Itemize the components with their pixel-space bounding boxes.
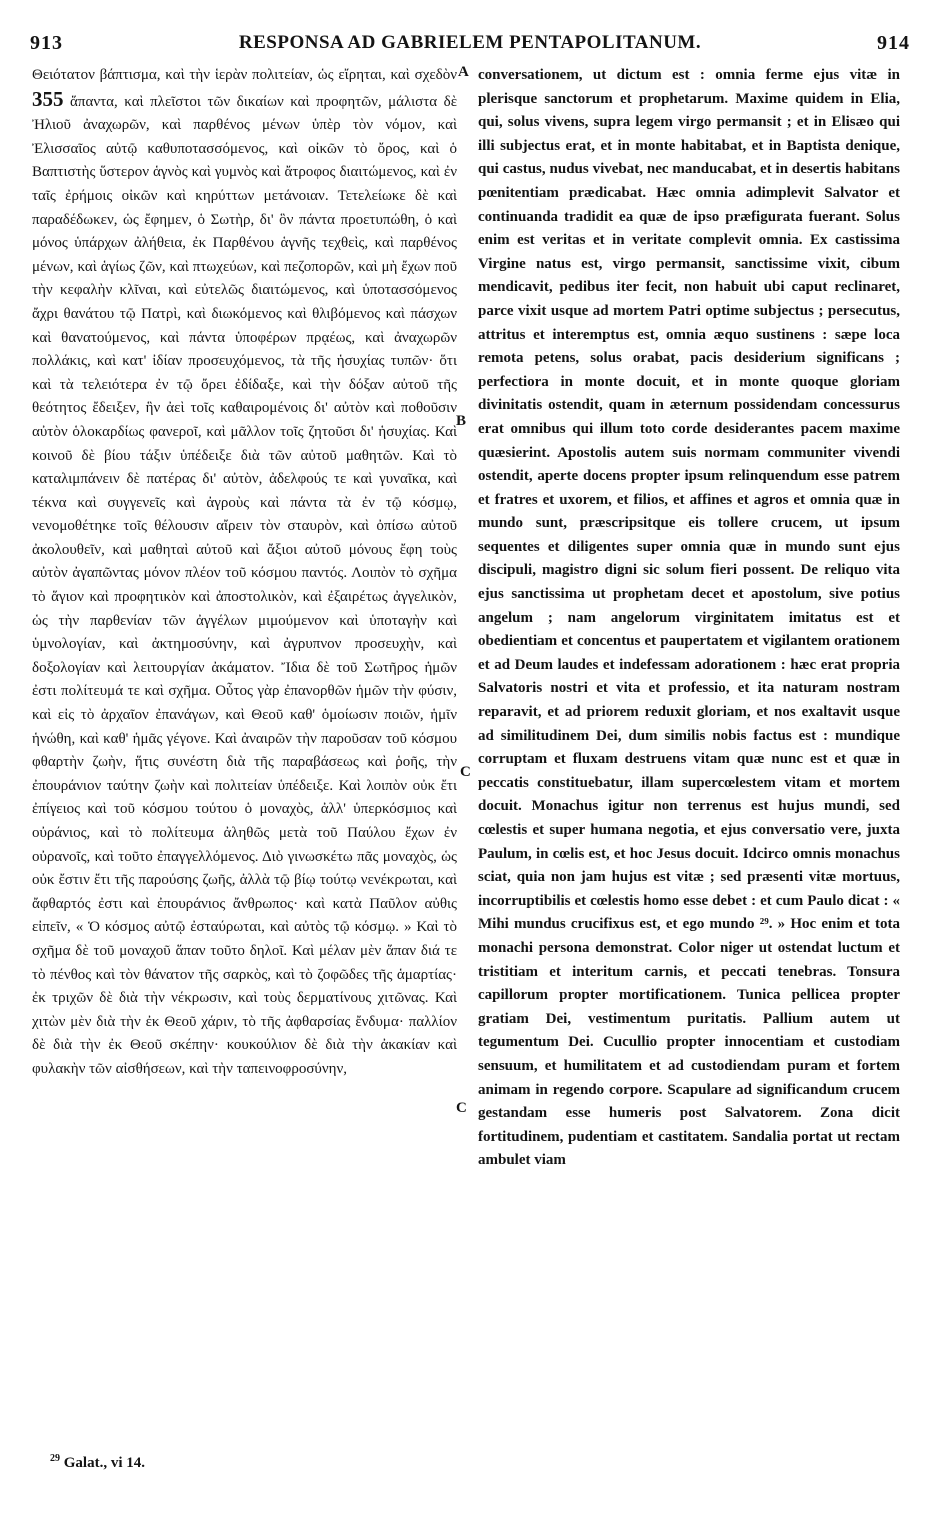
margin-letter-c-second: C [456,1100,467,1116]
column-number-right: 914 [877,32,910,54]
column-number-left: 913 [30,32,63,54]
greek-text-rest: ἅπαντα, καὶ πλεῖστοι τῶν δικαίων καὶ προφητῶν, μάλιστα δὲ Ἠλιοῦ ἀναχωρῶν, καὶ παρθένος μένων ὑπὲρ τὸν νόμον, καὶ Ἐλισσαῖος αὐτῷ καθυποτασσόμενος, καὶ οἰκῶν τὸ ὄρος, καὶ ὁ Βαπτιστὴς ὕστερον ἁγνὸς καὶ γυμνὸς καὶ ἄτροφος διαιτώμενος, καὶ ἐν ταῖς ἐρήμοις οἰκῶν καὶ κηρύττων μετάνοιαν. Τετελείωκε δὲ καὶ παραδέδωκεν, ὡς ἔφημεν, ὁ Σωτὴρ, δι' ὃν πάντα προετυπώθη, ὁ καὶ μόνος ὑπάρχων ἀλήθεια, ἐκ Παρθένου ἁγνῆς τεχθεὶς, καὶ παρθένος μένων, καὶ ἁγίως ζῶν, καὶ πτωχεύων, καὶ πεζοπορῶν, καὶ μὴ ἔχων ποῦ τὴν κεφαλὴν κλῖναι, καὶ εὐτελῶς διαιτώμενος, καὶ ὑποτασσόμενος ἄχρι θανάτου τῷ Πατρὶ, καὶ διωκόμενος καὶ θλιβόμενος καὶ πάσχων καὶ θανατούμενος, καὶ πάντα ὑποφέρων πρᾳέως, καὶ ἀναχωρῶν πολλάκις, καὶ κατ' ἰδίαν προσευχόμενος, τὰ τῆς ἡσυχίας τυπῶν· ὅτι καὶ τὰ τελειότερα ἐν τῷ ὄρει ἐδίδαξε, καὶ τὴν δόξαν αὐτοῦ τῆς θεότητος ἔδειξεν, ἣν ἀεὶ τοῖς καθαιρομένοις δι' αὐτὸν καὶ ποθοῦσιν αὐτὸν ὁλοκαρδίως φανεροῖ, καὶ μᾶλλον τοῖς ζητοῦσι δι' ἡσυχίας. Καὶ κοινοῦ δὲ βίου τάξιν ὑπέδειξε διὰ τῶν αὐτοῦ μαθητῶν. Καὶ τὸ καταλιμπάνειν δὲ πατέρας δι' αὐτὸν, ἀδελφούς τε καὶ γυναῖκα, καὶ τέκνα καὶ συγγενεῖς καὶ ἀγροὺς καὶ πάντα τὰ ἐν τῷ κόσμῳ, νενομοθέτηκε τοῖς θέλουσιν αἴρειν τὸν σταυρὸν, καὶ ὀπίσω αὐτοῦ ἀκολουθεῖν, καὶ μαθηταὶ αὐτοῦ καὶ ἄξιοι αὐτοῦ μόνους ἔφη τοὺς αὐτὸν ἀγαπῶντας μόνον πλέον τοῦ κόσμου παντός. Λοιπὸν τὸ σχῆμα τὸ ἅγιον καὶ προφητικὸν καὶ ἀποστολικὸν, καὶ ἐξαιρέτως ἀγγελικὸν, ὡς τὴν παρθενίαν τῶν ἀγγέλων μιμούμενον καὶ ὑποταγὴν καὶ ὑμνολογίαν, καὶ ἀκτημοσύνην, καὶ ἀγρυπνον προσευχὴν, καὶ δοξολογίαν καὶ λειτουργίαν ἀκάματον. Ἴδια δὲ τοῦ Σωτῆρος ἡμῶν ἐστι πολίτευμά τε καὶ σχῆμα. Οὗτος γὰρ ἐπανορθῶν ἡμῶν τὴν φύσιν, καὶ εἰς τὸ ἀρχαῖον ἐπανάγων, καὶ Θεοῦ καθ' ὁμοίωσιν ποιῶν, ἡμῖν ἡνώθη, καὶ καθ' ἡμᾶς γέγονε. Καὶ ἀναιρῶν τὴν παροῦσαν τοῦ κόσμου φθαρτὴν ζωὴν, ἥτις συνέστη διὰ τῆς παραβάσεως καὶ ῥοῆς, τὴν ἐπουράνιον ταύτην ζωὴν καὶ πολιτείαν ὑπέδειξε. Καὶ λοιπὸν οὐκ ἔτι ἐπίγειος καὶ τοῦ κόσμου τούτου ὁ μοναχὸς, ἀλλ' ὑπερκόσμιος καὶ οὐράνιος, καὶ τὸ πολίτευμα ἀληθῶς μετὰ τοῦ Παύλου ἔχων ἐν οὐρανοῖς, καὶ τοῦτο ἐπαγγελλόμενος. Διὸ γινωσκέτω πᾶς μοναχὸς, ὡς οὐκ ἔστιν ἔτι τῆς παρούσης ζωῆς, ἀλλὰ τῷ βίῳ τούτῳ νενέκρωται, καὶ ἄφθαρτός ἐστι καὶ ἐπουράνιος ἄνθρωπος· καὶ κατὰ Παῦλον αὐθις εἰπεῖν, « Ὁ κόσμος αὐτῷ ἐσταύρωται, καὶ αὐτὸς τῷ κόσμῳ. » Καὶ τὸ σχῆμα δὲ τοῦ μοναχοῦ ἅπαν τοῦτο δηλοῖ. Καὶ μέλαν μὲν ἅπαν διά τε τὸ πένθος καὶ τὸν θάνατον τῆς σαρκὸς, καὶ τὸ ζοφῶδες τῆς ἁμαρτίας· ἐκ τριχῶν δὲ διὰ τὴν νέκρωσιν, καὶ τοὺς δερματίνους χιτῶνας. Καὶ χιτὼν μὲν διὰ τὴν ἐκ Θεοῦ χάριν, τὸ τῆς ἀφθαρσίας ἔνδυμα· παλλίον δὲ διὰ τὴν ἐκ Θεοῦ σκέπην· κουκούλιον δὲ διὰ τὴν ἀκακίαν καὶ φυλακὴν τῶν αἰσθήσεων, καὶ τὴν ταπεινοφροσύνην, [32,93,458,1077]
greek-column [32,64,457,1082]
running-header [30,32,910,60]
margin-letter-a: A [458,64,469,80]
greek-text [32,64,457,1082]
footnote [50,1453,145,1472]
greek-text-start: Θειότατον βάπτισμα, καὶ τὴν ἱερὰν πολιτείαν, ὡς εἴρηται, καὶ σχεδὸν [32,67,457,83]
running-title: RESPONSA AD GABRIELEM PENTAPOLITANUM. [238,32,702,53]
margin-letter-c: C [460,764,471,780]
margin-letter-b: B [456,413,467,429]
latin-column [478,64,900,1173]
latin-text: conversationem, ut dictum est : omnia ferme ejus vitæ in plerisque sanctorum et prophetarum. Maxime quidem in Elia, qui, solus vivens, supra legem virgo permansit ; et in Elisæo qui illi subjectus erat, et in monte habitabat, et in Baptista denique, qui castus, nudus vivebat, nec manducabat, et in desertis habitans pœnitentiam prædicabat. Hæc omnia adimplevit Salvator et continuanda tradidit ea quæ de ipso præfigurata fuerant. Solus enim est veritas et in veritate complevit omnia. Ex castissima Virgine natus est, virgo permansit, sanctissime vixit, cibum mendicavit, pedibus iter fecit, non habuit ubi caput reclinaret, parce vixit usque ad mortem Patri optime subjectus ; persecutus, attritus et interemptus est, omnia æquo sustinens : sæpe loca remota petens, solus orabat, pacis desiderium significans ; perfectiora in monte docuit, et in monte quoque gloriam divinitatis ostendit, quam in æternum possidendam concessurus erat omnibus qui illum toto corde desiderantes pacem maxime quæsierint. Apostolis autem suis normam communiter vivendi ostendit, aperte docens propter ipsum relinquendum esse patrem et fratres et uxorem, et filios, et affines et agros et omnia quæ in mundo sunt, præscripsitque eis tollere crucem, ut ipsum sequentes et diligentes super omnia quæ in mundo sunt ejus discipuli, magistro digni sic solum fieri possent. De reliquo vita ejus sanctissima ut prophetam decet et apostolum, sive potius angelum ; nam angelorum virginitatem imitatus est et obedientiam et concentus et paupertatem et vigilantem orationem et ad Deum laudes et indefessam adorationem : hæc erat propria Salvatoris nostri et vita et professio, et ita naturam nostram reparavit, et ad priorem reduxit gloriam, et nos exaltavit usque ad similitudinem Dei, dum similis nobis factus est : mundique corruptam et fluxam destruens vitam quæ nunc est et quæ in peccatis constituebatur, illam supercœlestem vitam et mortem docuit. Monachus igitur non terrenus est hujus mundi, sed cœlestis et super humana negotia, et ejus conversatio vere, juxta Paulum, in cœlis est, et hoc Jesus docuit. Idcirco omnis monachus sciat, quia non jam hujus est vitæ ; sed præsenti vitæ mortuus, incorruptibilis et cœlestis homo esse debet : et cum Paulo dicat : « Mihi mundus crucifixus est, et ego mundo ²⁹. » Hoc enim et tota monachi persona demonstrat. Color niger ut ostendat luctum et tristitiam et interitum carnis, et peccati tenebras. Tonsura capillorum propter mortificationem. Tunica pellicea propter gratiam Dei, vestimentum puritatis. Pallium autem ut tegumentum Dei. Cucullio propter innocentiam et custodiam sensuum, et humilitatem et ad custodiendam puram et fortem animam in regendo corpore. Scapulare ad significandum crucem gestandam esse humeris post Salvatorem. Zona dicit fortitudinem, pudentiam et castitatem. Sandalia portat ut rectam ambulet viam [478,67,900,1169]
footnote-marker: 29 [50,1453,60,1464]
page-marker: 355 [32,86,64,111]
footnote-text: Galat., vi 14. [63,1455,145,1471]
